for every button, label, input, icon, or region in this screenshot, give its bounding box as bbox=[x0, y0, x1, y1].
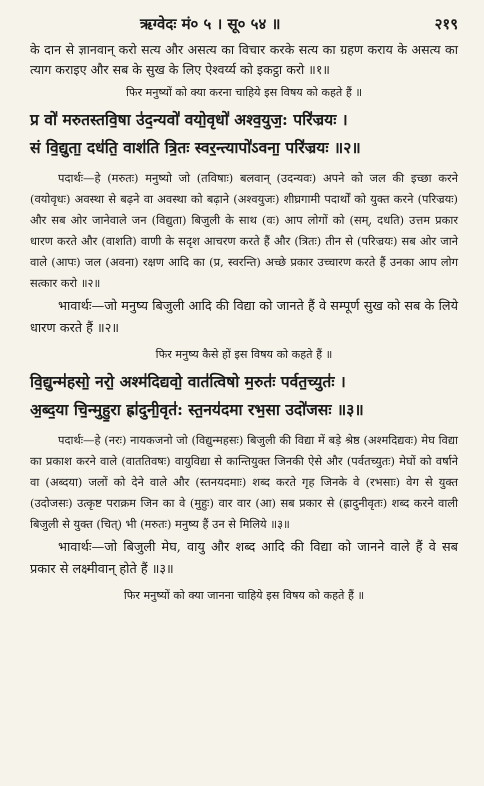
section1-mantra-line1: प्र वो॑ मरुतस्तवि॒षा उ॑द॒न्यवो॑ वयो॒वृधो॑ अश्व॒युज॒: परि॑ज्रयः । bbox=[30, 110, 348, 129]
section1-bhavartha: भावार्थः—जो मनुष्य बिजुली आदि की विद्या को जानते हैं वे सम्पूर्ण सुख को सब के लिये धारण करते हैं ॥२॥ bbox=[30, 299, 458, 336]
section2-padartha: पदार्थः—हे (नरः) नायकजनो जो (विद्युन्महसः) बिजुली की विद्या में बड़े श्रेष्ठ (अश्मदिद्यवः) मेघ विद्या का प्रकाश करने वाले (वाततिवषः) वायुविद्या से कान्तियुक्त जिनकी ऐसे और (पर्वतच्युतः) मेघों को वर्षाने वा (अब्दया) जलों को देने वाले और (स्तनयदमाः) शब्द करते गृह जिनके वे (रभसाः) वेग से युक्त (उदोजसः) उत्कृष्ट पराक्रम जिन का वे (मुहुः) वार वार (आ) सब प्रकार से (ह्रादुनीवृतः) शब्द करने वाली बिजुली से युक्त (चित्) भी (मरुतः) मनुष्य हैं उन से मिलिये ॥३॥ bbox=[30, 433, 458, 531]
section1-heading: फिर मनुष्यों को क्या करना चाहिये इस विषय को कहते हैं ॥ bbox=[125, 86, 363, 99]
intro-paragraph: के दान से ज्ञानवान् करो सत्य और असत्य का विचार करके सत्य का ग्रहण कराय के असत्य का त्याग कराइए और सब के सुख के लिए ऐश्वर्य्य को इकट्ठा करो ॥१॥ bbox=[30, 42, 458, 77]
section1-mantra-line2: सं वि॒द्युता॒ दध॑ति॒ वाश॑ति त्रि॒तः स्वर॒न्त्यापो॑ऽवना॒ परि॑ज्रयः ॥२॥ bbox=[30, 138, 361, 157]
running-header-reference: ऋग्वेदः मं० ५ । सू० ५४ ॥ bbox=[140, 15, 281, 33]
section2-mantra-line1: वि॒द्युन्म॑हसो॒ नरो॒ अश्म॑दिद्यवो॒ वात॑त्विषो म॒रुतः॑ पर्वत॒च्युतः॑ । bbox=[30, 372, 346, 391]
page-header bbox=[30, 14, 458, 34]
section2-bhavartha: भावार्थः—जो बिजुली मेघ, वायु और शब्द आदि की विद्या को जानने वाले हैं वे सब प्रकार से लक्ष्मीवान् होते हैं ॥३॥ bbox=[30, 540, 458, 577]
section1-padartha: पदार्थः—हे (मरुतः) मनुष्यो जो (तविषाः) बलवान् (उदन्यवः) अपने को जल की इच्छा करने (वयोवृधः) अवस्था से बढ़ने वा अवस्था को बढ़ाने (अश्वयुजः) शीघ्रगामी पदार्थों को युक्त करने (परिज्रयः) और सब ओर जानेवाले जन (विद्युता) बिजुली के साथ (वः) आप लोगों को (सम्, दधति) उत्तम प्रकार धारण करते और (वाशति) वाणी के सदृश आचरण करते हैं और (त्रितः) तीन से (परिज्रयः) सब ओर जाने वाले (आपः) जल (अवना) रक्षण आदि का (प्र, स्वरन्ति) अच्छे प्रकार उच्चारण करते हैं उनका आप लोग सत्कार करो ॥२॥ bbox=[30, 171, 458, 290]
section2-mantra-line2: अ॒ब्द॒या चि॒न्मुहु॒रा ह्रा॑दुनी॒वृत॑: स्त॒नय॑दमा रभ॒सा उदो॑जसः ॥३॥ bbox=[30, 400, 364, 419]
section2-heading: फिर मनुष्य कैसे हों इस विषय को कहते हैं ॥ bbox=[155, 348, 333, 361]
footer-heading: फिर मनुष्यों को क्या जानना चाहिये इस विषय को कहते हैं ॥ bbox=[123, 589, 365, 602]
page-number: २१९ bbox=[434, 15, 458, 33]
